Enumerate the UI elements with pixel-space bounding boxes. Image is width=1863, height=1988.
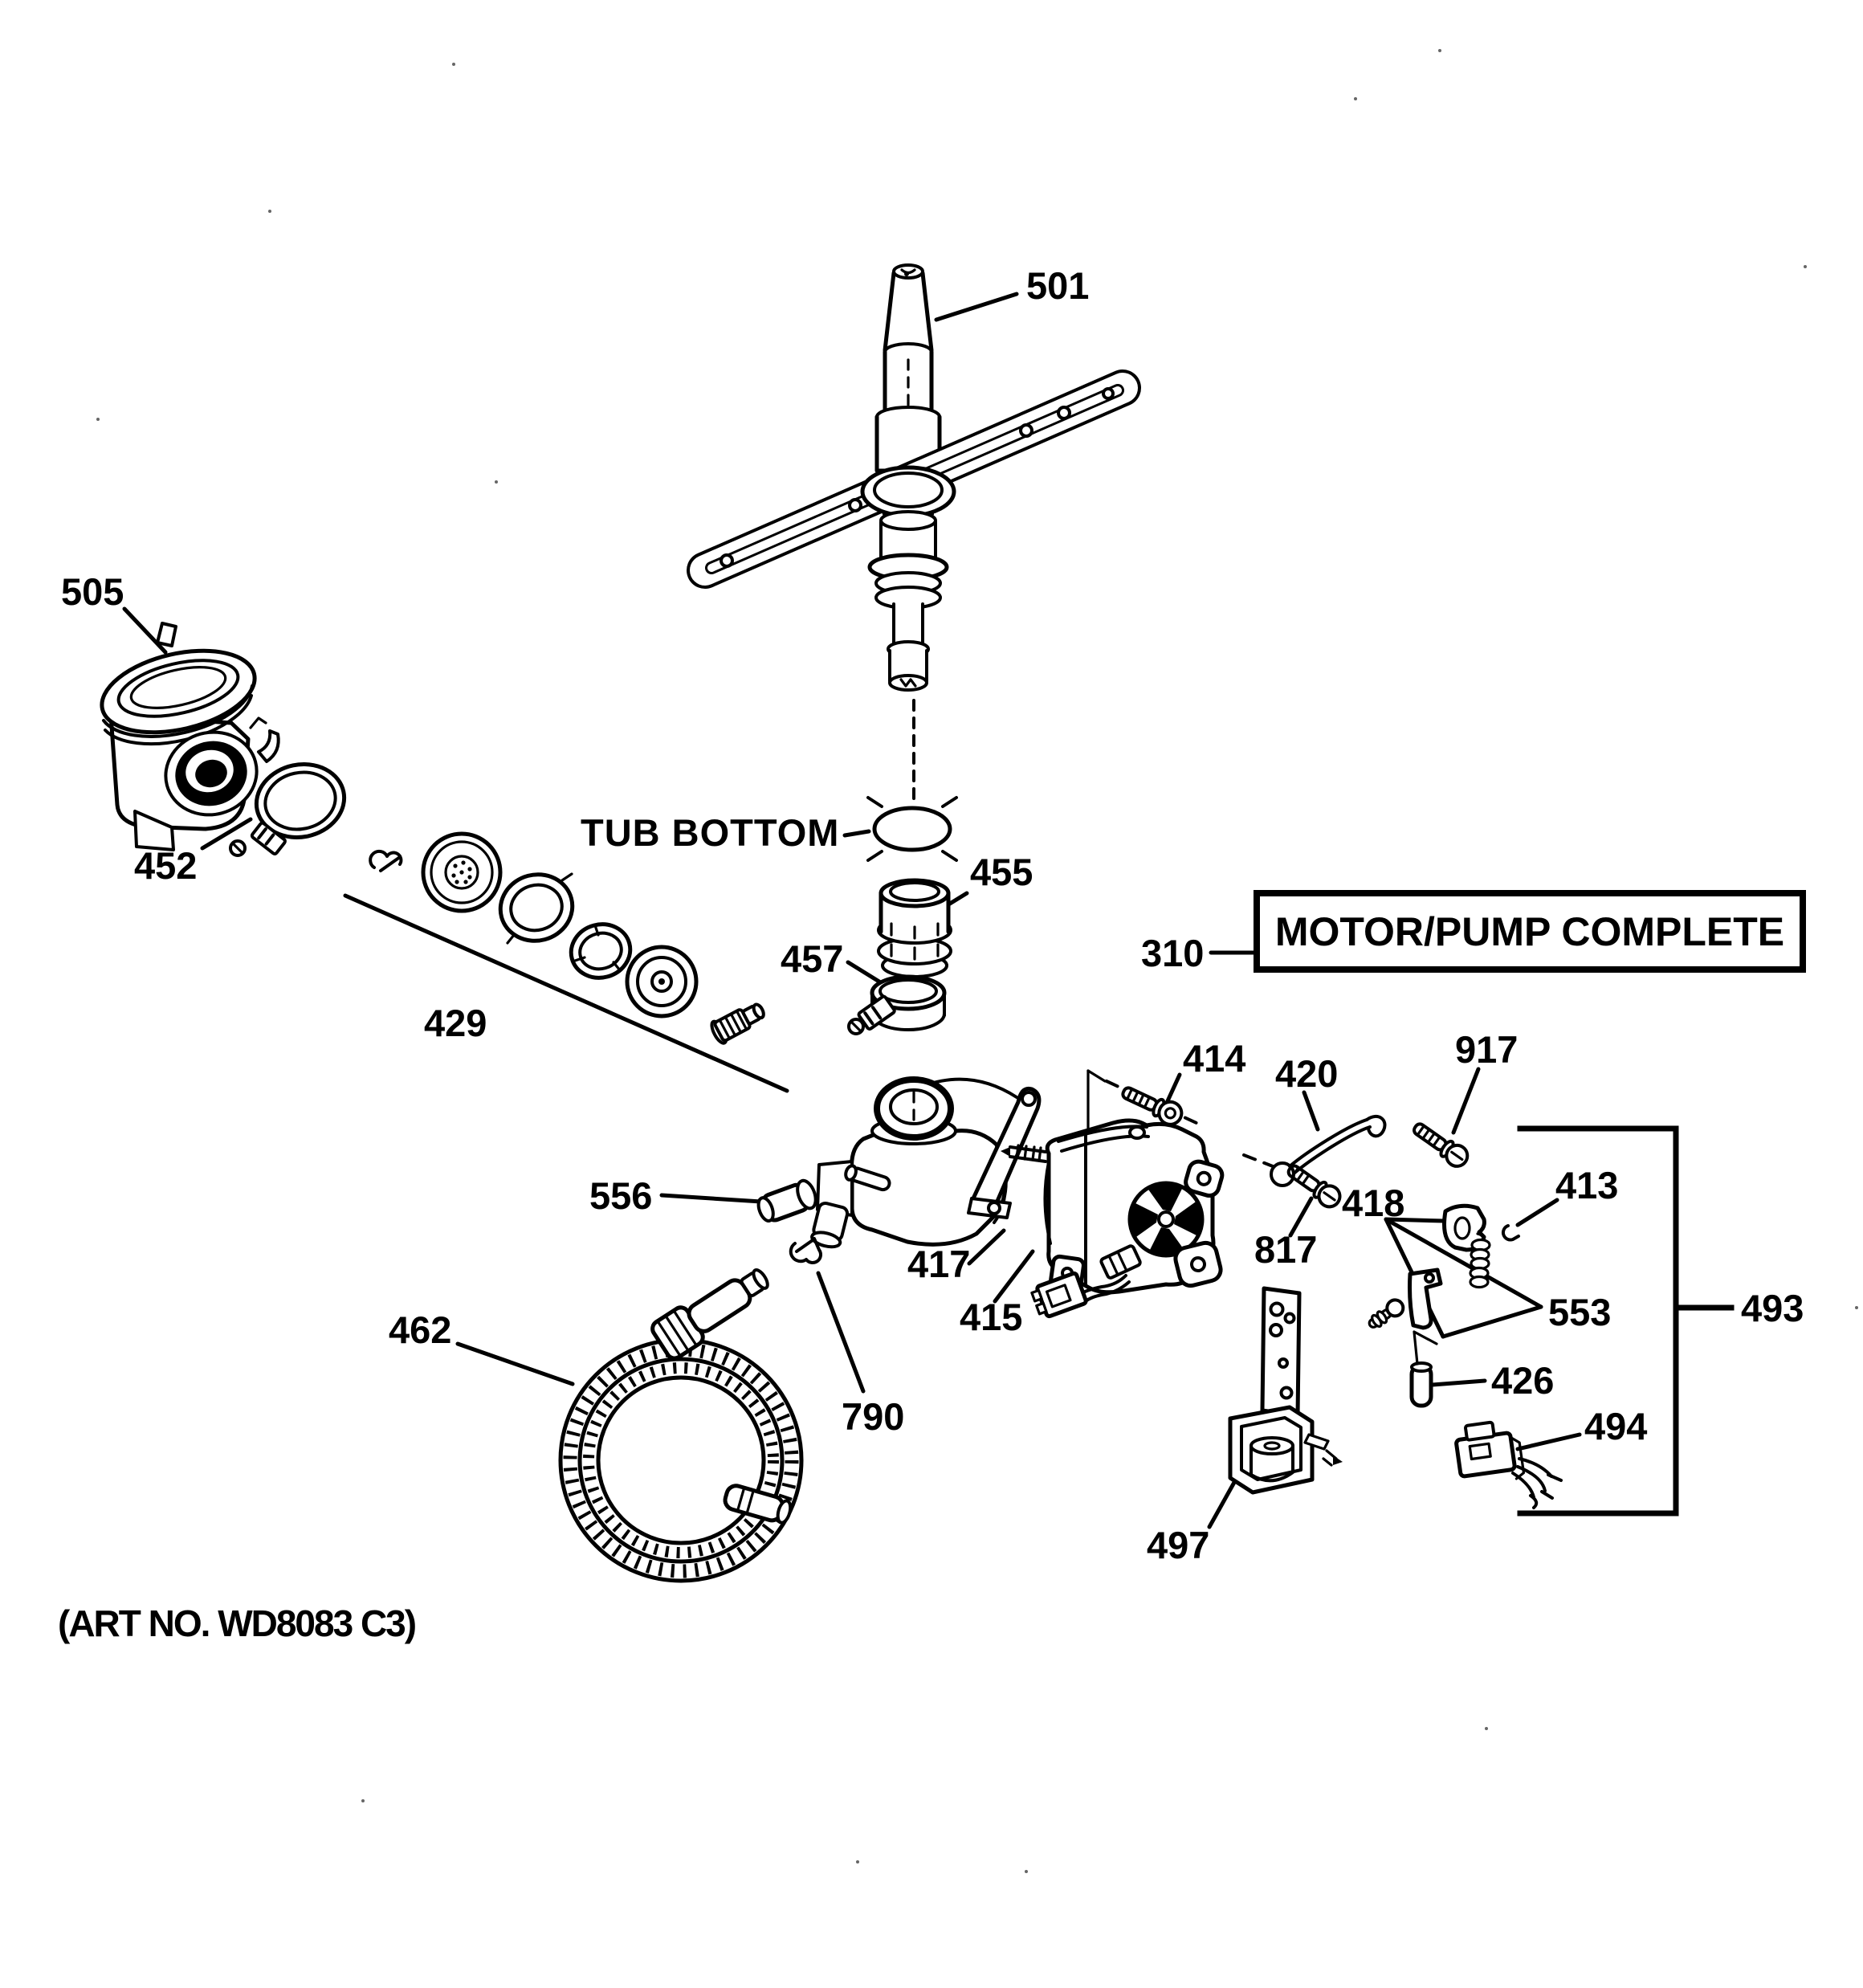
motor-lug-bottom xyxy=(1173,1240,1223,1288)
arm-hole xyxy=(850,500,861,511)
arm-hole xyxy=(1103,389,1113,398)
arm-hole xyxy=(721,555,732,566)
coupling-bore xyxy=(891,883,939,900)
arm-hole xyxy=(1021,425,1032,436)
part-label-462: 462 xyxy=(389,1308,452,1351)
part-label-497: 497 xyxy=(1147,1524,1210,1566)
connector-tab xyxy=(1466,1422,1494,1440)
part-label-426: 426 xyxy=(1491,1359,1555,1402)
part-label-493: 493 xyxy=(1741,1287,1804,1329)
spray-arm-tip-dot xyxy=(904,271,909,276)
part-label-420: 420 xyxy=(1275,1052,1339,1095)
arm-hub-inner xyxy=(874,473,942,507)
lever-hole xyxy=(1425,1274,1433,1282)
bracket-arm-hole xyxy=(1022,1092,1035,1105)
bracket-foot-hole xyxy=(989,1202,1000,1214)
part-label-417: 417 xyxy=(907,1243,971,1285)
part-label-310: 310 xyxy=(1141,932,1205,974)
spray-arm-cone xyxy=(885,273,932,350)
latch-spring xyxy=(1470,1240,1490,1288)
inlet-ring xyxy=(877,1080,951,1137)
motor-lug-top xyxy=(1184,1159,1225,1198)
part-label-790: 790 xyxy=(842,1395,905,1438)
part-label-455: 455 xyxy=(970,851,1033,893)
callout-box-label: MOTOR/PUMP COMPLETE xyxy=(1274,909,1785,954)
coupling-455 xyxy=(879,880,951,977)
solenoid-coil-top xyxy=(1251,1438,1293,1454)
part-label-556: 556 xyxy=(589,1174,653,1217)
part-label-494: 494 xyxy=(1584,1405,1648,1447)
part-label-415: 415 xyxy=(960,1296,1023,1338)
tub-bottom-label: TUB BOTTOM xyxy=(581,811,840,854)
part-label-817: 817 xyxy=(1254,1228,1318,1271)
motor-pump-callout xyxy=(1257,893,1803,970)
stack-rim xyxy=(881,512,936,529)
part-label-505: 505 xyxy=(61,570,124,613)
art-number: (ART NO. WD8083 C3) xyxy=(58,1602,416,1644)
part-label-452: 452 xyxy=(134,844,198,887)
impeller-cap-dot xyxy=(658,978,665,985)
part-label-414: 414 xyxy=(1183,1037,1246,1080)
motor-eyelet xyxy=(1130,1127,1144,1138)
arm-hole xyxy=(1058,407,1070,418)
part-label-457: 457 xyxy=(781,937,844,980)
pin-top xyxy=(1412,1363,1431,1371)
part-label-917: 917 xyxy=(1455,1028,1519,1071)
part-label-413: 413 xyxy=(1555,1164,1619,1206)
part-label-429: 429 xyxy=(424,1002,487,1044)
part-label-501: 501 xyxy=(1026,264,1090,307)
part-label-553: 553 xyxy=(1548,1291,1612,1333)
housing-tab xyxy=(157,623,176,646)
part-label-418: 418 xyxy=(1342,1182,1405,1224)
